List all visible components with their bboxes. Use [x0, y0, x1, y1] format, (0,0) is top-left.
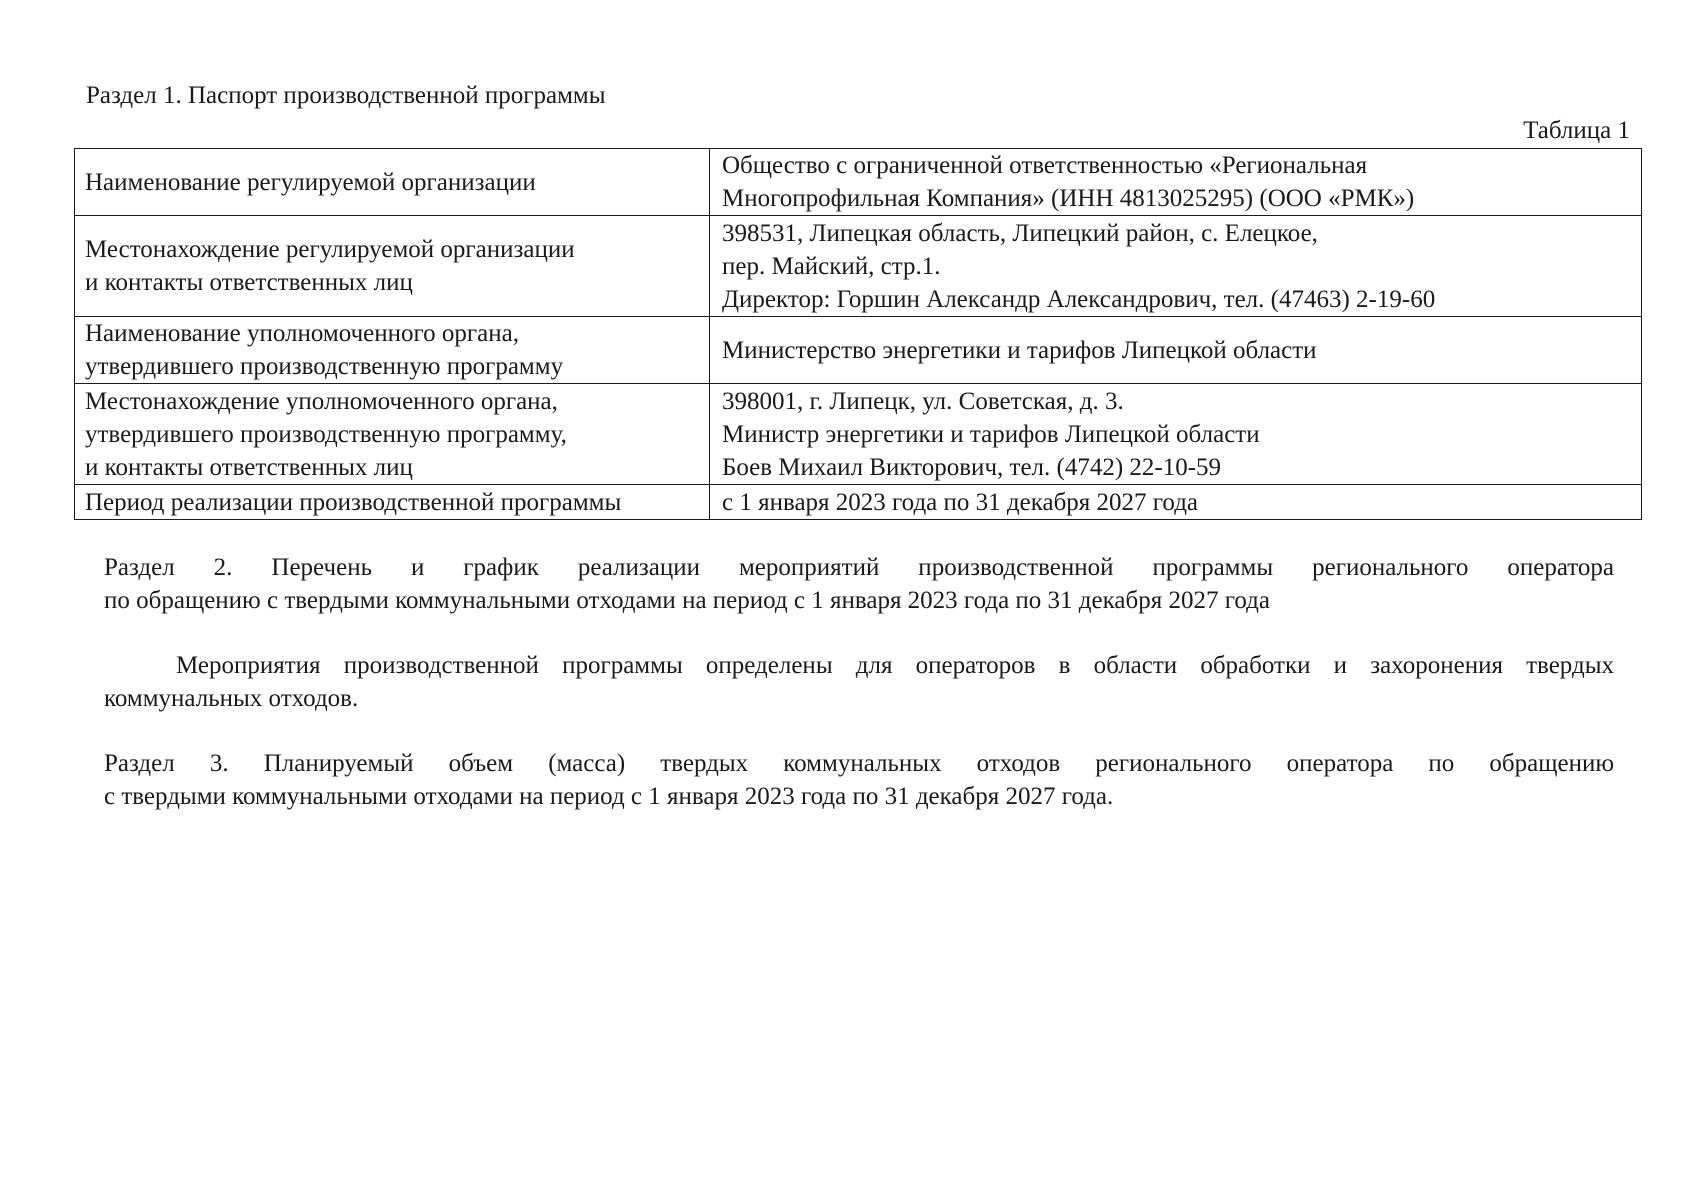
- paragraph-line: по обращению с твердыми коммунальными отходами на период с 1 января 2023 года по 31 декабря 2027 года: [104, 587, 1270, 614]
- cell-text-line: Общество с ограниченной ответственностью «Региональная: [722, 152, 1368, 179]
- paragraph-line: Раздел 3. Планируемый объем (масса) твердых коммунальных отходов регионального оператора по обращению: [104, 750, 1614, 777]
- cell-text-line: Местонахождение регулируемой организации: [85, 236, 575, 263]
- section-1-title: Раздел 1. Паспорт производственной программы: [86, 82, 606, 109]
- table-cell-value: [710, 149, 1642, 216]
- section-2-heading: [104, 551, 1614, 617]
- cell-text-line: и контакты ответственных лиц: [85, 269, 413, 296]
- cell-text-line: Наименование регулируемой организации: [85, 168, 536, 196]
- table-row: [75, 149, 1642, 216]
- cell-text-line: с 1 января 2023 года по 31 декабря 2027 года: [722, 488, 1199, 516]
- table-cell-label: [75, 216, 710, 317]
- table-row: [75, 384, 1642, 485]
- paragraph-line: Мероприятия производственной программы определены для операторов в области обработки и захоронения твердых: [176, 652, 1614, 679]
- cell-text-line: Наименование уполномоченного органа,: [85, 320, 519, 347]
- table-cell-value: [710, 485, 1642, 520]
- cell-text-line: Многопрофильная Компания» (ИНН 4813025295) (ООО «РМК»): [722, 185, 1415, 212]
- table-cell-label: [75, 317, 710, 384]
- paragraph-line: коммунальных отходов.: [104, 685, 359, 712]
- table-cell-label: [75, 384, 710, 485]
- table-cell-value: [710, 317, 1642, 384]
- paragraph-line: с твердыми коммунальными отходами на период с 1 января 2023 года по 31 декабря 2027 года.: [104, 783, 1114, 810]
- cell-text-line: Местонахождение уполномоченного органа,: [85, 387, 558, 415]
- cell-text-line: Боев Михаил Викторович, тел. (4742) 22-10-59: [722, 453, 1222, 481]
- table-cell-label: [75, 485, 710, 520]
- table-row: [75, 485, 1642, 520]
- table-cell-label: [75, 149, 710, 216]
- cell-text-line: Директор: Горшин Александр Александрович, тел. (47463) 2-19-60: [722, 285, 1436, 313]
- cell-text-line: Министр энергетики и тарифов Липецкой области: [722, 420, 1260, 448]
- section-3-heading: [104, 747, 1614, 813]
- cell-text-line: утвердившего производственную программу: [85, 353, 564, 380]
- cell-text-line: утвердившего производственную программу,: [85, 420, 567, 448]
- cell-text-line: Период реализации производственной программы: [85, 488, 622, 516]
- intro-paragraph: [104, 649, 1614, 715]
- cell-text-line: 398531, Липецкая область, Липецкий район, с. Елецкое,: [722, 219, 1318, 247]
- table-row: [75, 216, 1642, 317]
- table-caption: Таблица 1: [1523, 117, 1630, 144]
- table-cell-value: [710, 216, 1642, 317]
- table-cell-value: [710, 384, 1642, 485]
- cell-text-line: Министерство энергетики и тарифов Липецкой области: [722, 336, 1317, 364]
- cell-text-line: пер. Майский, стр.1.: [722, 252, 941, 280]
- table-row: [75, 317, 1642, 384]
- cell-text-line: 398001, г. Липецк, ул. Советская, д. 3.: [722, 387, 1124, 415]
- passport-table: [74, 148, 1642, 520]
- cell-text-line: и контакты ответственных лиц: [85, 453, 413, 481]
- paragraph-line: Раздел 2. Перечень и график реализации мероприятий производственной программы регионального оператора: [104, 554, 1614, 581]
